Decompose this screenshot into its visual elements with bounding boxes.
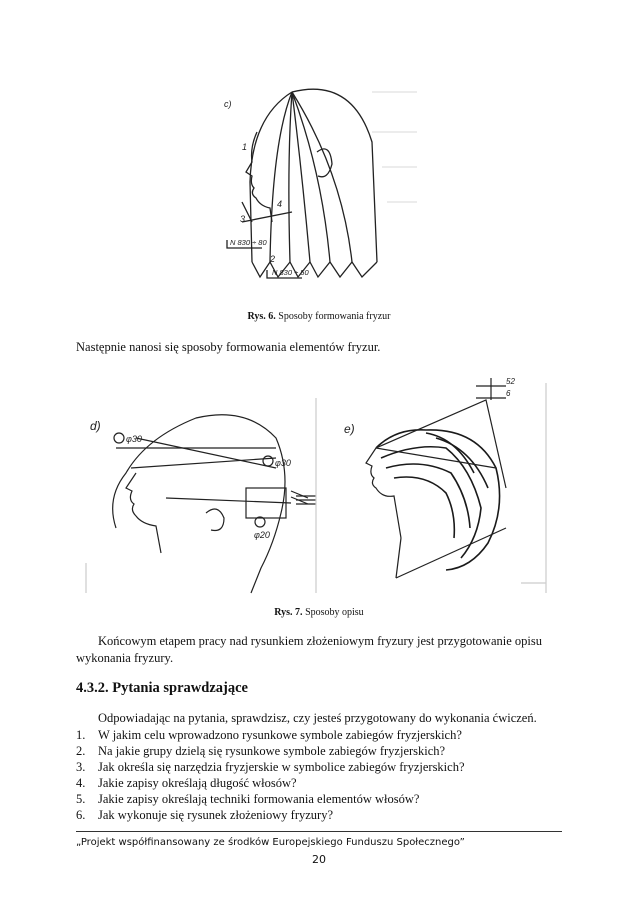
page-number: 20 (312, 853, 326, 866)
figure-7-annotation: 6 (506, 389, 511, 398)
figure-6-caption (0, 311, 638, 322)
figure-6-annotation: N 830 ÷ 50 (272, 268, 309, 277)
footer-text: „Projekt współfinansowany ze środków Europejskiego Funduszu Społecznego” (76, 837, 465, 848)
question-text: Jak wykonuje się rysunek złożeniowy fryzury? (98, 808, 333, 822)
figure-7-caption-text: Sposoby opisu (305, 607, 364, 618)
figure-6-panel-label: c) (224, 99, 232, 109)
figure-6-caption-label: Rys. 6. (247, 311, 276, 322)
figure-7-panel-d-label: d) (90, 419, 101, 433)
question-text: W jakim celu wprowadzono rysunkowe symbole zabiegów fryzjerskich? (98, 728, 462, 742)
question-item (76, 807, 333, 823)
question-text: Na jakie grupy dzielą się rysunkowe symbole zabiegów fryzjerskich? (98, 744, 446, 758)
figure-6-annotation: N 830 ÷ 80 (230, 238, 267, 247)
figure-7-caption (0, 607, 638, 618)
closing-paragraph-line-1: Końcowym etapem pracy nad rysunkiem złożeniowym fryzury jest przygotowanie opisu (98, 634, 542, 648)
figure-7-annotation: φ30 (275, 458, 291, 468)
figure-6-mark: 2 (270, 254, 276, 264)
question-number: 2. (76, 744, 86, 758)
question-number: 4. (76, 776, 86, 790)
footer-divider (76, 831, 562, 832)
question-number: 1. (76, 728, 86, 742)
question-number: 5. (76, 792, 86, 806)
figure-7-annotation: φ20 (254, 530, 270, 540)
question-item (76, 791, 419, 807)
figure-7-caption-label: Rys. 7. (274, 607, 303, 618)
question-item (76, 775, 297, 791)
question-text: Jak określa się narzędzia fryzjerskie w symbolice zabiegów fryzjerskich? (98, 760, 465, 774)
figure-6-mark: 3 (240, 214, 246, 224)
closing-paragraph-line-2: wykonania fryzury. (76, 651, 174, 665)
figure-7-annotation: φ30 (126, 434, 142, 444)
figure-6-mark: 1 (242, 142, 248, 152)
question-number: 3. (76, 760, 86, 774)
figure-6-drawing (222, 72, 422, 297)
question-text: Jakie zapisy określają techniki formowania elementów włosów? (98, 792, 420, 806)
question-text: Jakie zapisy określają długość włosów? (98, 776, 297, 790)
figure-6-caption-text: Sposoby formowania fryzur (278, 311, 391, 322)
section-title: 4.3.2. Pytania sprawdzające (76, 680, 248, 696)
section-intro: Odpowiadając na pytania, sprawdzisz, czy jesteś przygotowany do wykonania ćwiczeń. (98, 711, 537, 725)
question-item (76, 759, 465, 775)
figure-7-annotation: 52 (506, 378, 515, 386)
intro-paragraph: Następnie nanosi się sposoby formowania elementów fryzur. (76, 340, 381, 354)
figure-6-mark: 4 (277, 199, 283, 209)
question-number: 6. (76, 808, 86, 822)
question-item (76, 743, 445, 759)
question-item (76, 727, 462, 743)
figure-7-drawing (76, 378, 566, 598)
figure-7-panel-e-label: e) (344, 422, 355, 436)
